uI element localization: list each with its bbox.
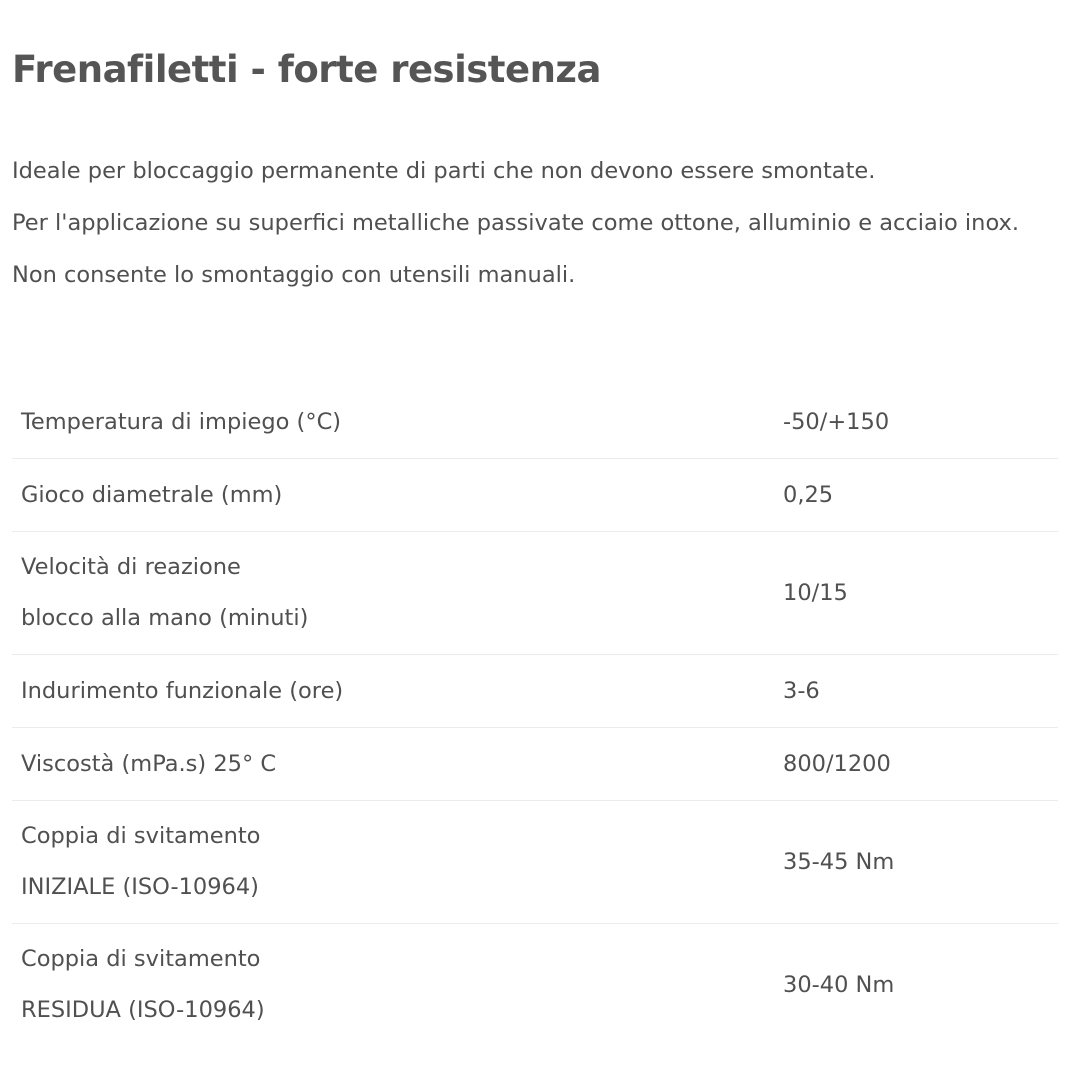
product-description: [12, 145, 1058, 301]
spec-row: [12, 801, 1058, 924]
description-line: Ideale per bloccaggio permanente di parti che non devono essere smontate.: [12, 158, 876, 184]
spec-value: 0,25: [783, 459, 1058, 532]
spec-label: Velocità di reazione blocco alla mano (minuti): [12, 532, 783, 655]
spec-row: [12, 924, 1058, 1047]
spec-value: -50/+150: [783, 386, 1058, 459]
product-title: Frenafiletti - forte resistenza: [12, 48, 601, 91]
spec-label: Temperatura di impiego (°C): [12, 386, 783, 459]
spec-row: [12, 655, 1058, 728]
spec-label: Indurimento funzionale (ore): [12, 655, 783, 728]
spec-label: Coppia di svitamento INIZIALE (ISO-10964): [12, 801, 783, 924]
spec-value: 3-6: [783, 655, 1058, 728]
spec-row: [12, 532, 1058, 655]
spec-value: 30-40 Nm: [783, 971, 895, 998]
description-line: Per l'applicazione su superfici metalliche passivate come ottone, alluminio e acciaio inox.: [12, 210, 1019, 236]
spec-value: 35-45 Nm: [783, 801, 1058, 924]
spec-label: Gioco diametrale (mm): [12, 459, 783, 532]
description-line: Non consente lo smontaggio con utensili manuali.: [12, 262, 576, 288]
specifications-table: [12, 386, 1058, 1046]
spec-label: Coppia di svitamento RESIDUA (ISO-10964): [21, 946, 265, 1023]
spec-value: 800/1200: [783, 728, 1058, 801]
spec-row: [12, 459, 1058, 532]
spec-row: [12, 386, 1058, 459]
spec-row: [12, 728, 1058, 801]
spec-value: 10/15: [783, 532, 1058, 655]
spec-label: Viscostà (mPa.s) 25° C: [12, 728, 783, 801]
